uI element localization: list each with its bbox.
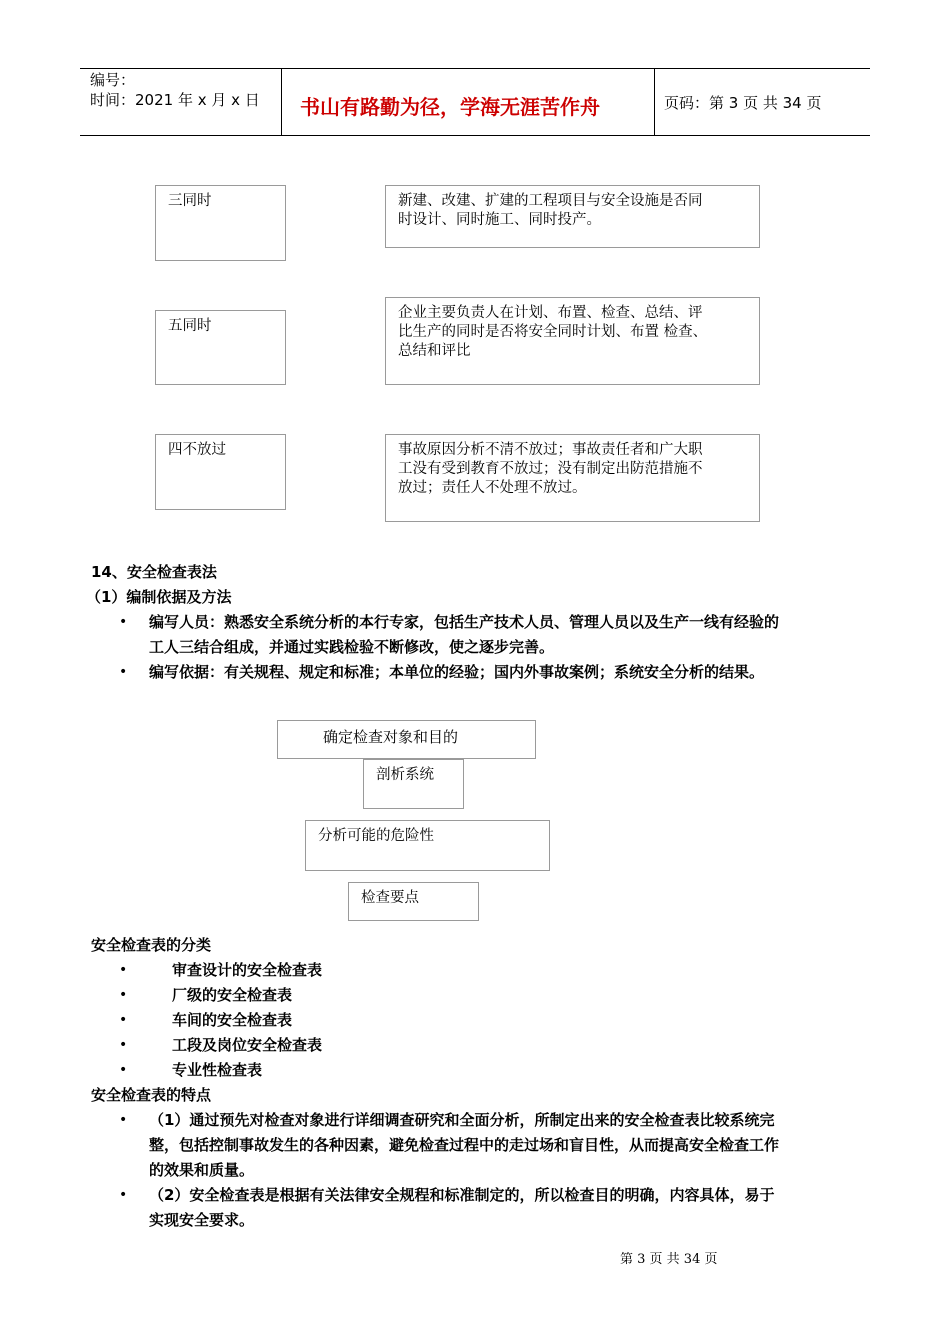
desc-box-four-no-pass — [385, 434, 760, 522]
flow-step-determine-target — [277, 720, 536, 759]
flow-step-analyze-hazards — [305, 820, 550, 871]
flow-step-check-points — [348, 882, 479, 921]
classification-item: 车间的安全检查表 — [172, 1011, 293, 1029]
classification-item: 审查设计的安全检查表 — [172, 961, 323, 979]
header-divider-left — [281, 68, 282, 136]
desc-box-five-simultaneous — [385, 297, 760, 385]
section-subtitle: （1）编制依据及方法 — [86, 588, 232, 606]
method-item-line: 编写依据：有关规程、规定和标准；本单位的经验；国内外事故案例；系统安全分析的结果。 — [149, 663, 765, 681]
desc-line: 工没有受到教育不放过；没有制定出防范措施不 — [398, 461, 703, 477]
feature-item-line: 的效果和质量。 — [149, 1161, 255, 1179]
header-motto: 书山有路勤为径，学海无涯苦作舟 — [300, 95, 600, 119]
desc-line: 时设计、同时施工、同时投产。 — [398, 212, 601, 228]
classification-title: 安全检查表的分类 — [91, 936, 212, 954]
header-bottom-rule — [80, 135, 870, 136]
bullet-icon: • — [119, 664, 128, 680]
flow-step-analyze-system — [363, 759, 464, 809]
method-item-line: 工人三结合组成，并通过实践检验不断修改，使之逐步完善。 — [149, 638, 555, 656]
header-page-label: 页码：第 3 页 共 34 页 — [664, 94, 822, 112]
flow-step-label: 分析可能的危险性 — [318, 828, 434, 844]
bullet-icon: • — [119, 1012, 128, 1028]
bullet-icon: • — [119, 1062, 128, 1078]
term-box-four-no-pass — [155, 434, 286, 510]
classification-item: 工段及岗位安全检查表 — [172, 1036, 323, 1054]
desc-line: 企业主要负责人在计划、布置、检查、总结、评 — [398, 305, 703, 321]
header-number-label: 编号： — [90, 71, 136, 89]
feature-item-line: 实现安全要求。 — [149, 1211, 255, 1229]
bullet-icon: • — [119, 1112, 128, 1128]
desc-line: 比生产的同时是否将安全同时计划、布置 检查、 — [398, 324, 708, 340]
bullet-icon: • — [119, 614, 128, 630]
flow-step-label: 检查要点 — [361, 890, 419, 906]
desc-line: 放过；责任人不处理不放过。 — [398, 480, 587, 496]
header-divider-right — [654, 68, 655, 136]
bullet-icon: • — [119, 962, 128, 978]
bullet-icon: • — [119, 1187, 128, 1203]
feature-item-line: （2）安全检查表是根据有关法律安全规程和标准制定的，所以检查目的明确，内容具体，易于 — [149, 1186, 775, 1204]
bullet-icon: • — [119, 1037, 128, 1053]
feature-item-line: 整，包括控制事故发生的各种因素，避免检查过程中的走过场和盲目性，从而提高安全检查工作 — [149, 1136, 780, 1154]
term-box-three-simultaneous — [155, 185, 286, 261]
method-item-line: 编写人员：熟悉安全系统分析的本行专家，包括生产技术人员、管理人员以及生产一线有经验的 — [149, 613, 780, 631]
bullet-icon: • — [119, 987, 128, 1003]
term-label: 三同时 — [168, 193, 212, 209]
flow-step-label: 确定检查对象和目的 — [323, 728, 459, 746]
header-date-label: 时间：2021 年 x 月 x 日 — [90, 91, 260, 109]
desc-box-three-simultaneous — [385, 185, 760, 248]
flow-step-label: 剖析系统 — [376, 767, 434, 783]
desc-line: 总结和评比 — [398, 343, 471, 359]
header-top-rule — [80, 68, 870, 69]
desc-line: 新建、改建、扩建的工程项目与安全设施是否同 — [398, 193, 703, 209]
feature-item-line: （1）通过预先对检查对象进行详细调查研究和全面分析，所制定出来的安全检查表比较系统完 — [149, 1111, 775, 1129]
term-label: 五同时 — [168, 318, 212, 334]
term-label: 四不放过 — [168, 442, 226, 458]
section-title: 14、安全检查表法 — [91, 563, 217, 581]
classification-item: 厂级的安全检查表 — [172, 986, 293, 1004]
desc-line: 事故原因分析不清不放过；事故责任者和广大职 — [398, 442, 703, 458]
classification-item: 专业性检查表 — [172, 1061, 263, 1079]
page-footer: 第 3 页 共 34 页 — [620, 1252, 718, 1267]
term-box-five-simultaneous — [155, 310, 286, 385]
features-title: 安全检查表的特点 — [91, 1086, 212, 1104]
